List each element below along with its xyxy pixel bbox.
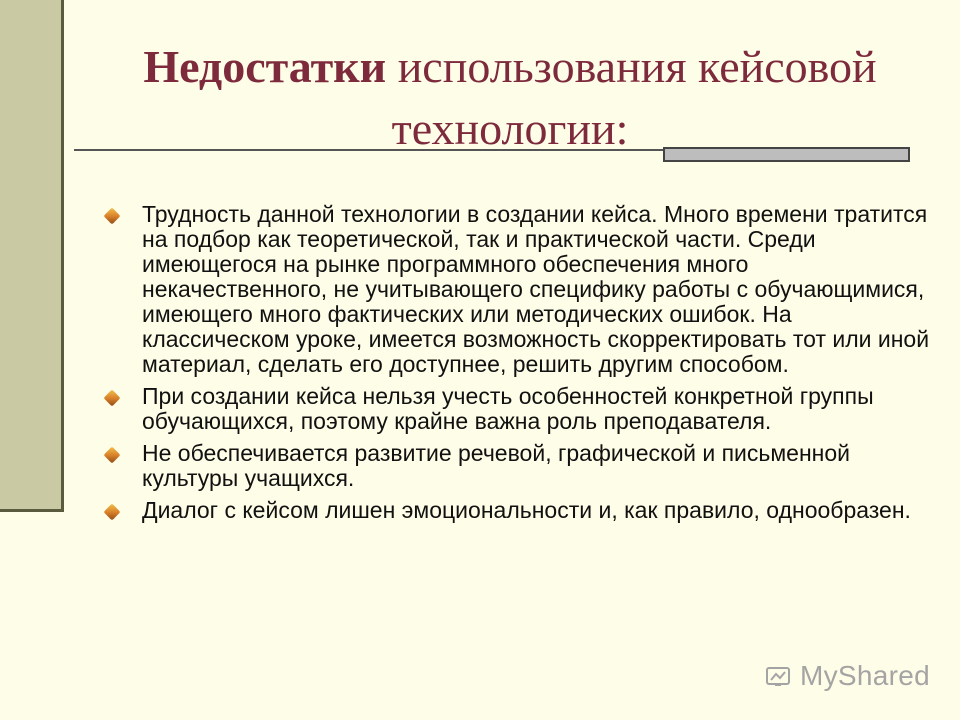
bullet-item (100, 441, 930, 491)
diamond-bullet-icon (104, 504, 121, 521)
diamond-bullet-icon (104, 208, 121, 225)
slide-title (140, 36, 880, 160)
diamond-bullet-icon (104, 447, 121, 464)
title-strong: Недостатки (143, 41, 387, 92)
title-rule-box (663, 147, 910, 162)
watermark-label: MyShared (799, 660, 930, 691)
watermark (764, 660, 930, 692)
title-rest: использования кейсовой технологии: (386, 41, 877, 154)
bullet-item (100, 498, 930, 523)
bullet-list (100, 202, 930, 530)
myshared-logo-icon (764, 662, 792, 690)
bullet-text: Не обеспечивается развитие речевой, графической и письменной культуры учащихся. (142, 440, 851, 491)
title-rule-line (74, 149, 664, 151)
bullet-text: Диалог с кейсом лишен эмоциональности и, как правило, однообразен. (142, 497, 911, 523)
bullet-text: При создании кейса нельзя учесть особенностей конкретной группы обучающихся, поэтому крайне важна роль преподавателя. (142, 383, 874, 434)
bullet-item (100, 384, 930, 434)
left-decorative-bar (0, 0, 64, 512)
bullet-item (100, 202, 930, 377)
bullet-text: Трудность данной технологии в создании кейса. Много времени тратится на подбор как теоретической, так и практической части. Среди имеющегося на рынке программного обеспечения много некачественного, не учитывающего специфику работы с обучающимися, имеющего много фактических или методических ошибок. На классическом уроке, имеется возможность скорректировать тот или иной материал, сделать его доступнее, решить другим способом. (142, 201, 930, 377)
diamond-bullet-icon (104, 390, 121, 407)
